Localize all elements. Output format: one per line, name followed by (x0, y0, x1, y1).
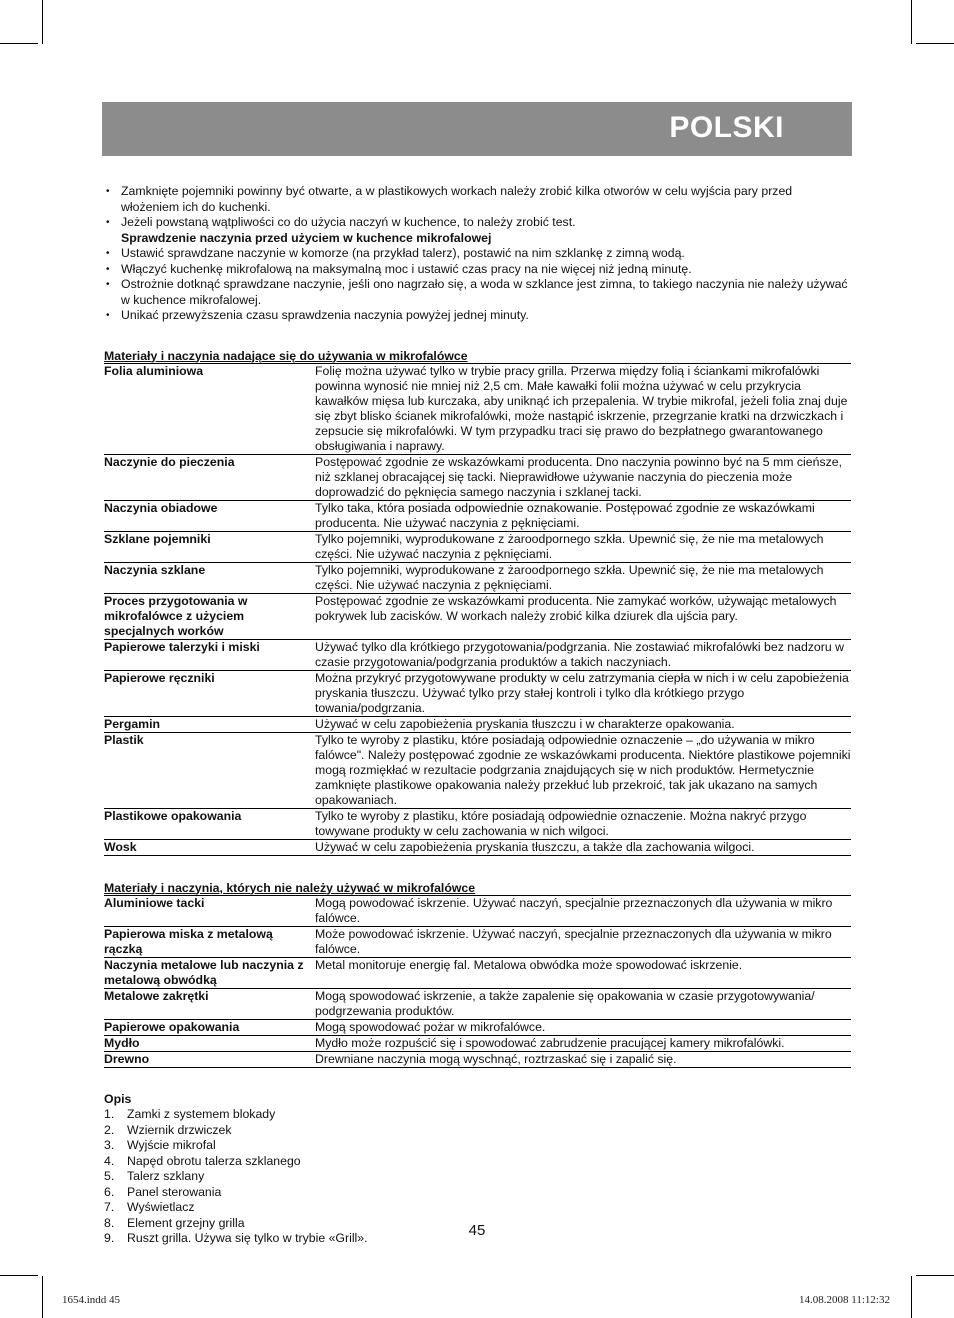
material-name: Plastikowe opakowania (104, 808, 315, 839)
table-row (104, 1035, 851, 1051)
language-header-band (102, 102, 852, 156)
material-name: Mydło (104, 1035, 315, 1051)
material-name: Plastik (104, 732, 315, 808)
material-name: Papierowe talerzyki i miski (104, 639, 315, 670)
description-title: Opis (104, 1091, 132, 1106)
bullet-item: • Jeżeli powstaną wątpliwości co do użycia naczyń w kuchence, to należy zrobić test. (104, 215, 851, 231)
table-row (104, 364, 851, 455)
material-name: Papierowe ręczniki (104, 670, 315, 716)
crop-mark (42, 0, 43, 44)
material-name: Wosk (104, 839, 315, 855)
table-row (104, 808, 851, 839)
table-row (104, 562, 851, 593)
material-name: Aluminiowe tacki (104, 896, 315, 927)
material-description: Metal monitoruje energię fal. Metalowa obwódka może spowodować iskrzenie. (315, 957, 851, 988)
footer-file: 1654.indd 45 (62, 1294, 121, 1306)
material-description: Tylko te wyroby z plastiku, które posiadają odpowiednie oznaczenie – „do używania w mikro falówce". Należy postępować zgodnie ze wskazówkami producenta. Niektóre plastikowe pojemniki mogą rozmiękłać w rezultacie podgrzania znajdujących się w nich produktów. Hermetycznie zamknięte plastikowe opakowania należy przekłuć lub przekroić, tak jak ukazano na samych opakowaniach. (315, 732, 851, 807)
material-description: Używać tylko dla krótkiego przygotowania/podgrzania. Nie zostawiać mikrofalówki bez nadzoru w czasie przygotowania/podgrzania produktów a takich naczyniach. (315, 639, 851, 670)
material-description: Postępować zgodnie ze wskazówkami producenta. Dno naczynia powinno być na 5 mm cieńsze, niż szklanej obracającej się tacki. Nieprawidłowe używanie naczynia do pieczenia może doprowadzić do pęknięcia samego naczynia i szklanej tacki. (315, 454, 851, 500)
crop-mark (911, 0, 912, 44)
material-name: Pergamin (104, 716, 315, 732)
material-description: Mydło może rozpuścić się i spowodować zabrudzenie pracującej kamery mikrofalówki. (315, 1035, 851, 1051)
list-item-number: 2. (104, 1122, 115, 1137)
table-row (104, 839, 851, 855)
footer-datetime: 14.08.2008 11:12:32 (799, 1294, 890, 1306)
material-description: Może powodować iskrzenie. Używać naczyń, specjalnie przeznaczonych dla używania w mikro falówce. (315, 926, 851, 957)
list-item-text: Zamki z systemem blokady (127, 1107, 276, 1121)
suitable-materials-title: Materiały i naczynia nadające się do używania w mikrofalówce (104, 348, 851, 364)
material-name: Proces przygotowania w mikrofalówce z użyciem specjalnych worków (104, 593, 315, 639)
table-row (104, 1051, 851, 1067)
bullet-item: • Włączyć kuchenkę mikrofalową na maksymalną moc i ustawić czas pracy na nie więcej niż jedną minutę. (104, 262, 851, 278)
list-item (104, 1169, 851, 1185)
material-name: Szklane pojemniki (104, 531, 315, 562)
list-item-text: Wyświetlacz (127, 1200, 195, 1214)
list-item-number: 5. (104, 1169, 115, 1183)
material-description: Postępować zgodnie ze wskazówkami producenta. Nie zamykać worków, używając metalowych pokrywek lub zacisków. W workach należy zrobić kilka dziurek dla ujścia pary. (315, 593, 851, 639)
table-row (104, 896, 851, 927)
crop-mark (0, 1275, 38, 1276)
table-row (104, 454, 851, 500)
list-item (104, 1185, 851, 1201)
list-item-text: Talerz szklany (127, 1169, 205, 1183)
unsuitable-materials-title: Materiały i naczynia, których nie należy używać w mikrofalówce (104, 880, 851, 896)
table-row (104, 732, 851, 808)
material-name: Papierowa miska z metalową rączką (104, 926, 315, 957)
list-item (104, 1123, 851, 1139)
material-name: Drewno (104, 1051, 315, 1067)
language-title: POLSKI (669, 111, 784, 144)
list-item (104, 1200, 851, 1216)
list-item-number: 8. (104, 1215, 115, 1230)
material-description: Tylko pojemniki, wyprodukowane z żaroodpornego szkła. Upewnić się, że nie ma metalowych części. Nie używać naczynia z pęknięciami. (315, 531, 851, 562)
table-row (104, 593, 851, 639)
suitable-materials-table (104, 364, 851, 856)
list-item (104, 1138, 851, 1154)
table-row (104, 957, 851, 988)
list-item-text: Wyjście mikrofal (127, 1138, 216, 1152)
table-row (104, 531, 851, 562)
bullet-subheading: Sprawdzenie naczynia przed użyciem w kuchence mikrofalowej (121, 230, 492, 245)
material-description: Tylko pojemniki, wyprodukowane z żaroodpornego szkła. Upewnić się, że nie ma metalowych części. Nie używać naczynia z pęknięciami. (315, 562, 851, 593)
material-description: Tylko te wyroby z plastiku, które posiadają odpowiednie oznaczenie. Można nakryć przygo towywane produkty w celu zachowania w nich wilgoci. (315, 808, 851, 839)
intro-bullet-list (104, 184, 851, 324)
material-name: Metalowe zakrętki (104, 988, 315, 1019)
page-content (104, 184, 851, 1247)
table-row (104, 1019, 851, 1035)
material-name: Folia aluminiowa (104, 364, 315, 455)
list-item-number: 7. (104, 1200, 115, 1214)
table-row (104, 926, 851, 957)
list-item-text: Panel sterowania (127, 1184, 222, 1199)
list-item-text: Ruszt grilla. Używa się tylko w trybie «Grill». (127, 1231, 368, 1245)
bullet-item: • Unikać przewyższenia czasu sprawdzenia naczynia powyżej jednej minuty. (104, 308, 851, 324)
table-row (104, 716, 851, 732)
material-description: Mogą powodować iskrzenie. Używać naczyń, specjalnie przeznaczonych dla używania w mikro falówce. (315, 896, 851, 927)
material-description: Drewniane naczynia mogą wyschnąć, roztrzaskać się i zapalić się. (315, 1051, 851, 1067)
material-description: Tylko taka, która posiada odpowiednie oznakowanie. Postępować zgodnie ze wskazówkami producenta. Nie używać naczynia z pęknięciami. (315, 500, 851, 531)
page-number: 45 (468, 1222, 486, 1239)
crop-mark (916, 43, 954, 44)
material-description: Mogą spowodować iskrzenie, a także zapalenie się opakowania w czasie przygotowywania/ podgrzewania produktów. (315, 988, 851, 1019)
bullet-item: • Ustawić sprawdzane naczynie w komorze (na przykład talerz), postawić na nim szklankę z zimną wodą. (104, 246, 851, 262)
material-description: Używać w celu zapobieżenia pryskania tłuszczu i w charakterze opakowania. (315, 716, 851, 732)
crop-mark (42, 1276, 43, 1318)
list-item (104, 1154, 851, 1170)
list-item-number: 9. (104, 1231, 115, 1245)
crop-mark (916, 1275, 954, 1276)
list-item-text: Napęd obrotu talerza szklanego (127, 1153, 301, 1168)
list-item (104, 1107, 851, 1123)
bullet-item: • Zamknięte pojemniki powinny być otwarte, a w plastikowych workach należy zrobić kilka otworów w celu wyjścia pary przed włożeniem ich do kuchenki. (104, 184, 851, 215)
list-item-number: 6. (104, 1184, 115, 1199)
list-item-number: 1. (104, 1107, 115, 1121)
list-item-text: Wziernik drzwiczek (127, 1122, 232, 1137)
table-row (104, 639, 851, 670)
material-description: Można przykryć przygotowywane produkty w celu zatrzymania ciepła w nich i w celu zapobieżenia pryskania tłuszczu. Używać tylko przy stałej kontroli i tylko dla krótkiego przygo towania/podgrzania. (315, 670, 851, 716)
list-item-number: 4. (104, 1153, 115, 1168)
list-item-text: Element grzejny grilla (127, 1215, 245, 1230)
material-name: Naczynia metalowe lub naczynia z metalową obwódką (104, 957, 315, 988)
table-row (104, 500, 851, 531)
crop-mark (0, 43, 38, 44)
table-row (104, 670, 851, 716)
bullet-item: • Ostrożnie dotknąć sprawdzane naczynie, jeśli ono nagrzało się, a woda w szklance jest zimna, to takiego naczynia nie należy używać w kuchence mikrofalowej. (104, 277, 851, 308)
material-name: Naczynia szklane (104, 562, 315, 593)
material-name: Naczynia obiadowe (104, 500, 315, 531)
material-description: Folię można używać tylko w trybie pracy grilla. Przerwa między folią i ściankami mikrofalówki powinna wynosić nie mniej niż 2,5 cm. Małe kawałki folii można używać w celu przykrycia kawałków mięsa lub kurczaka, aby uniknąć ich przepalenia. W trybie mikrofal, jeżeli folia znaj duje się zbyt blisko ścianek mikrofalówki, może nastąpić iskrzenie, przegrzanie kratki na drzwiczkach i zepsucie się mikrofalówki. W tym przypadku traci się prawo do bezpłatnego gwarantowanego obsługiwania i naprawy. (315, 364, 851, 455)
material-description: Mogą spowodować pożar w mikrofalówce. (315, 1019, 851, 1035)
list-item-number: 3. (104, 1138, 115, 1152)
table-row (104, 988, 851, 1019)
material-description: Używać w celu zapobieżenia pryskania tłuszczu, a także dla zachowania wilgoci. (315, 839, 851, 855)
material-name: Papierowe opakowania (104, 1019, 315, 1035)
crop-mark (911, 1276, 912, 1318)
unsuitable-materials-table (104, 896, 851, 1068)
material-name: Naczynie do pieczenia (104, 454, 315, 500)
